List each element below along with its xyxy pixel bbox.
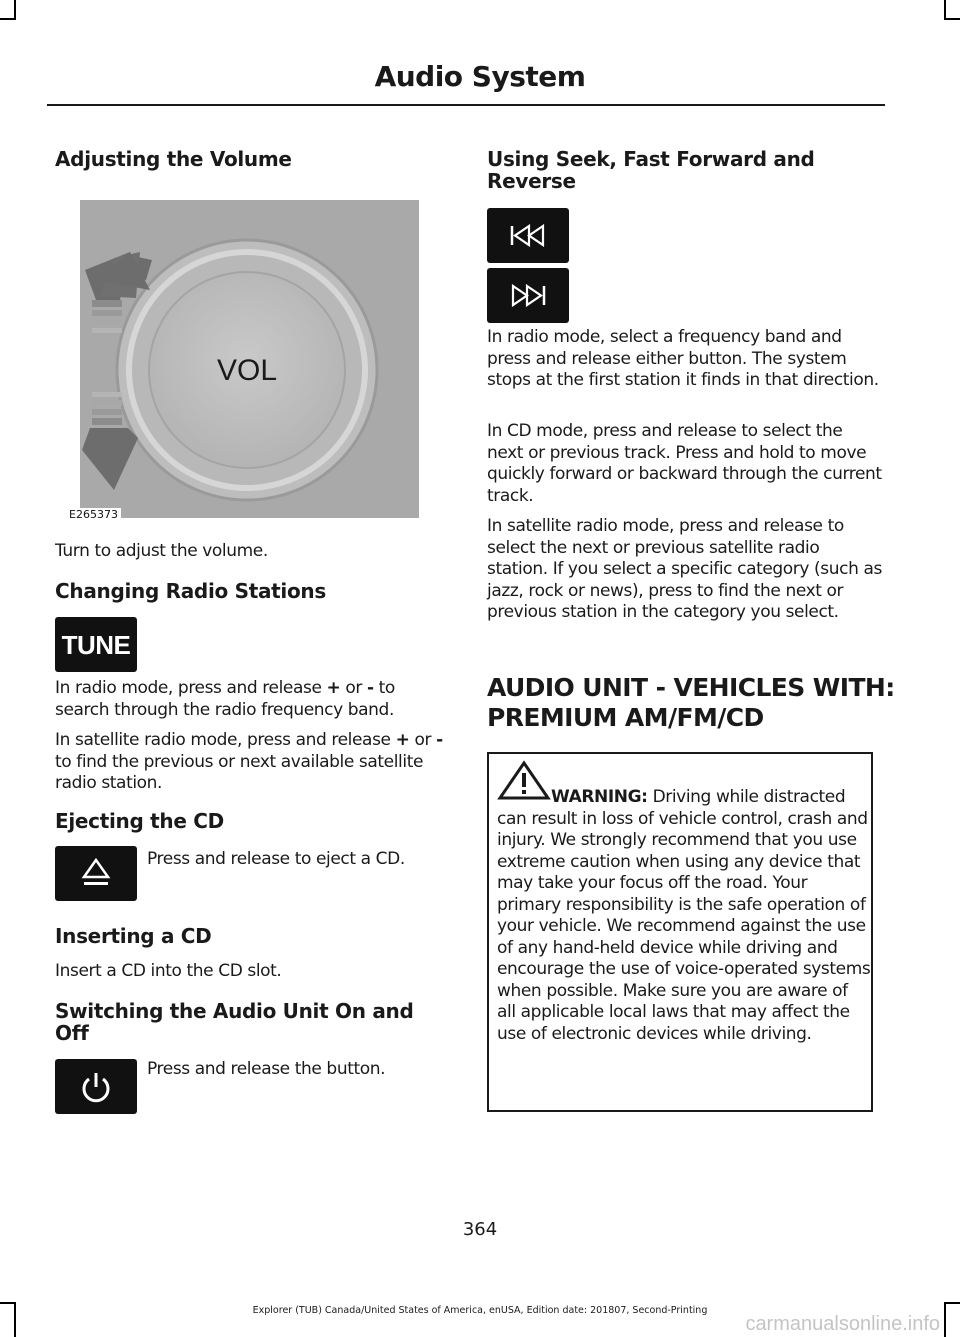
seek-forward-svg xyxy=(487,268,569,323)
radio-heading: Changing Radio Stations xyxy=(55,579,326,603)
insert-text: Insert a CD into the CD slot. xyxy=(55,961,282,981)
eject-icon-svg xyxy=(55,846,137,901)
text-run: or xyxy=(409,730,437,750)
tune-button-label: TUNE xyxy=(61,630,131,660)
watermark: carmanualsonline.info xyxy=(745,1313,940,1335)
seek-heading: Using Seek, Fast Forward and Reverse xyxy=(487,147,815,193)
crop-mark xyxy=(0,1302,16,1304)
crop-mark xyxy=(0,18,16,20)
section-heading-line-1: AUDIO UNIT - VEHICLES WITH: xyxy=(487,673,895,702)
radio-paragraph-1 xyxy=(55,678,450,721)
volume-text: Turn to adjust the volume. xyxy=(55,541,268,561)
seek-forward-icon xyxy=(487,268,569,323)
crop-mark xyxy=(944,0,946,20)
plus-symbol: + xyxy=(395,730,410,750)
warning-text xyxy=(497,787,871,1045)
edition-line: Explorer (TUB) Canada/United States of America, enUSA, Edition date: 201807, Second-Printing xyxy=(252,1305,708,1316)
vol-knob-label: VOL xyxy=(216,354,278,387)
power-icon xyxy=(55,1059,137,1114)
minus-symbol: - xyxy=(366,678,374,698)
seek-paragraph-1: In radio mode, select a frequency band and press and release either button. The system stops at the first station it finds in that direction. xyxy=(487,327,879,390)
crop-mark xyxy=(944,18,960,20)
insert-heading: Inserting a CD xyxy=(55,924,212,948)
minus-symbol: - xyxy=(436,730,443,750)
seek-paragraph-2: In CD mode, press and release to select the next or previous track. Press and hold to move quickly forward or backward through the current track. xyxy=(487,421,882,506)
crop-mark xyxy=(14,0,16,20)
section-heading-line-2: PREMIUM AM/FM/CD xyxy=(487,703,764,732)
text-run: In radio mode, press and release xyxy=(55,678,327,698)
text-run: or xyxy=(340,678,367,698)
warning-box xyxy=(487,752,873,1112)
header-divider xyxy=(47,104,885,106)
eject-heading: Ejecting the CD xyxy=(55,809,224,833)
seek-back-icon xyxy=(487,208,569,263)
page-number: 364 xyxy=(462,1219,498,1240)
volume-knob-illustration xyxy=(69,200,419,521)
plus-symbol: + xyxy=(326,678,341,698)
warning-body: Driving while distracted can result in loss of vehicle control, crash and injury. We strongly recommend that you use extreme caution when using any device that may take your focus off the road. Your primary responsibility is the safe operation of your vehicle. We recommend against the use of any hand-held device while driving and encourage the use of voice-operated systems when possible. Make sure you are aware of all applicable local laws that may affect the use of electronic devices while driving. xyxy=(497,787,871,1044)
page-title: Audio System xyxy=(374,60,586,93)
warning-label: WARNING: xyxy=(551,787,648,807)
power-text: Press and release the button. xyxy=(147,1059,386,1079)
text-run: In satellite radio mode, press and release xyxy=(55,730,396,750)
volume-heading: Adjusting the Volume xyxy=(55,147,292,171)
text-run: to find the previous or next available satellite radio station. xyxy=(55,751,424,793)
power-heading: Switching the Audio Unit On and Off xyxy=(55,999,414,1045)
crop-mark xyxy=(944,1302,960,1304)
text-run: to search through the radio frequency band. xyxy=(55,678,395,720)
eject-icon xyxy=(55,846,137,901)
seek-back-svg xyxy=(487,208,569,263)
tune-button-icon xyxy=(55,617,137,672)
image-id: E265373 xyxy=(66,508,121,521)
radio-paragraph-2 xyxy=(55,730,450,795)
seek-paragraph-3: In satellite radio mode, press and release to select the next or previous satellite radio station. If you select a specific category (such as jazz, rock or news), press to find the next or previous station in the category you select. xyxy=(487,516,882,622)
eject-text: Press and release to eject a CD. xyxy=(147,849,405,869)
volume-knob-figure xyxy=(80,200,419,518)
power-icon-svg xyxy=(55,1059,137,1114)
